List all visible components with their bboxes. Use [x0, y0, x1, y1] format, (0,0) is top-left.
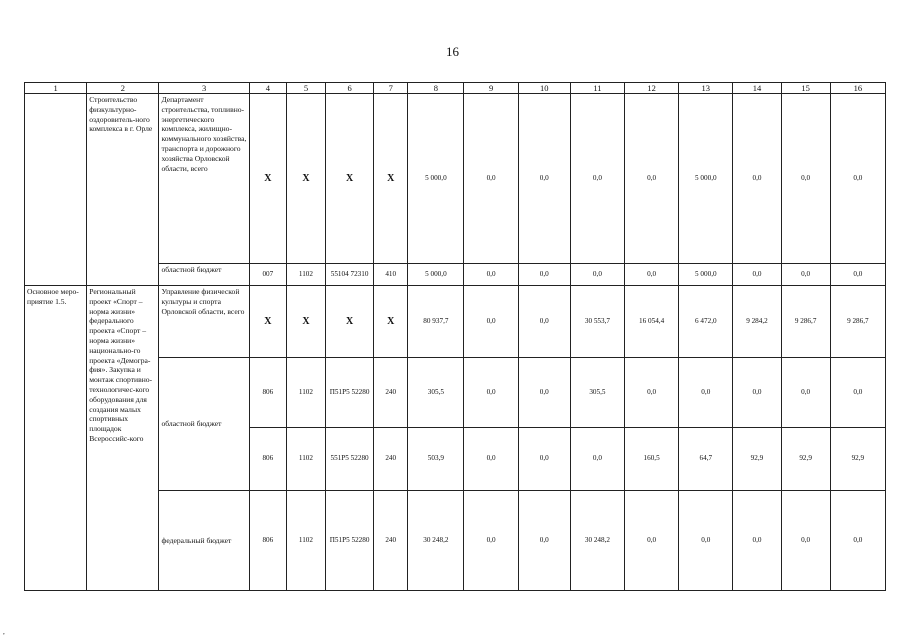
- cell-c11: 30 248,2: [570, 491, 624, 591]
- activity-cell-empty: [25, 94, 87, 286]
- cell-c5: Х: [286, 94, 325, 264]
- col-header: 2: [87, 83, 159, 94]
- cell-c10: 0,0: [518, 286, 570, 358]
- cell-c14: 0,0: [733, 264, 781, 286]
- recipient-cell: федеральный бюджет: [159, 491, 249, 591]
- cell-c16: 9 286,7: [830, 286, 885, 358]
- cell-c15: 0,0: [781, 264, 830, 286]
- cell-c14: 0,0: [733, 491, 781, 591]
- cell-c16: 92,9: [830, 428, 885, 491]
- cell-c11: 30 553,7: [570, 286, 624, 358]
- cell-c4: Х: [249, 286, 286, 358]
- cell-c12: 16 054,4: [625, 286, 679, 358]
- col-header: 3: [159, 83, 249, 94]
- cell-c12: 0,0: [625, 94, 679, 264]
- cell-c12: 160,5: [625, 428, 679, 491]
- cell-c4: 806: [249, 428, 286, 491]
- cell-c10: 0,0: [518, 358, 570, 428]
- cell-c13: 64,7: [679, 428, 733, 491]
- col-header: 7: [374, 83, 408, 94]
- cell-c8: 30 248,2: [408, 491, 464, 591]
- col-header: 10: [518, 83, 570, 94]
- cell-c13: 5 000,0: [679, 264, 733, 286]
- cell-c6: П51Р5 52280: [326, 491, 374, 591]
- cell-c16: 0,0: [830, 491, 885, 591]
- project-name-cell: Строительство физкультурно-оздоровитель-ного комплекса в г. Орле: [87, 94, 159, 286]
- budget-table: [24, 82, 886, 591]
- cell-c12: 0,0: [625, 264, 679, 286]
- cell-c8: 5 000,0: [408, 94, 464, 264]
- cell-c14: 0,0: [733, 94, 781, 264]
- cell-c11: 0,0: [570, 428, 624, 491]
- page-number: 16: [446, 44, 459, 59]
- cell-c6: 551Р5 52280: [326, 428, 374, 491]
- cell-c15: 9 286,7: [781, 286, 830, 358]
- cell-c9: 0,0: [464, 491, 518, 591]
- col-header: 9: [464, 83, 518, 94]
- table-row: [25, 286, 886, 358]
- cell-c7: Х: [374, 94, 408, 264]
- cell-c14: 9 284,2: [733, 286, 781, 358]
- cell-c15: 0,0: [781, 94, 830, 264]
- recipient-cell: Департамент строительства, топливно-энергетического комплекса, жилищно-коммунального хозяйства, транспорта и дорожного хозяйства Орловской области, всего: [159, 94, 249, 264]
- cell-c15: 92,9: [781, 428, 830, 491]
- cell-c16: 0,0: [830, 358, 885, 428]
- recipient-cell: Управление физической культуры и спорта Орловской области, всего: [159, 286, 249, 358]
- col-header: 12: [625, 83, 679, 94]
- cell-c6: Х: [326, 94, 374, 264]
- cell-c11: 305,5: [570, 358, 624, 428]
- recipient-cell: областной бюджет: [159, 358, 249, 491]
- cell-c16: 0,0: [830, 94, 885, 264]
- column-number-row: [25, 83, 886, 94]
- cell-c4: Х: [249, 94, 286, 264]
- cell-c4: 806: [249, 491, 286, 591]
- cell-c5: 1102: [286, 264, 325, 286]
- cell-c9: 0,0: [464, 428, 518, 491]
- cell-c4: 806: [249, 358, 286, 428]
- cell-c4: 007: [249, 264, 286, 286]
- cell-c6: 55104 72310: [326, 264, 374, 286]
- cell-c7: 240: [374, 358, 408, 428]
- cell-c5: Х: [286, 286, 325, 358]
- cell-c14: 0,0: [733, 358, 781, 428]
- cell-c10: 0,0: [518, 94, 570, 264]
- cell-c5: 1102: [286, 491, 325, 591]
- cell-c9: 0,0: [464, 358, 518, 428]
- cell-c10: 0,0: [518, 428, 570, 491]
- cell-c7: 240: [374, 428, 408, 491]
- cell-c12: 0,0: [625, 491, 679, 591]
- cell-c5: 1102: [286, 428, 325, 491]
- col-header: 6: [326, 83, 374, 94]
- col-header: 5: [286, 83, 325, 94]
- cell-c9: 0,0: [464, 286, 518, 358]
- cell-c13: 5 000,0: [679, 94, 733, 264]
- cell-c15: 0,0: [781, 491, 830, 591]
- col-header: 15: [781, 83, 830, 94]
- cell-c8: 305,5: [408, 358, 464, 428]
- col-header: 8: [408, 83, 464, 94]
- table-row: [25, 94, 886, 264]
- cell-c11: 0,0: [570, 94, 624, 264]
- cell-c13: 0,0: [679, 358, 733, 428]
- col-header: 13: [679, 83, 733, 94]
- col-header: 1: [25, 83, 87, 94]
- cell-c11: 0,0: [570, 264, 624, 286]
- cell-c9: 0,0: [464, 264, 518, 286]
- recipient-cell: областной бюджет: [159, 264, 249, 286]
- cell-c10: 0,0: [518, 491, 570, 591]
- cell-c9: 0,0: [464, 94, 518, 264]
- stray-mark: ,: [3, 628, 5, 636]
- cell-c6: Х: [326, 286, 374, 358]
- col-header: 14: [733, 83, 781, 94]
- cell-c7: 410: [374, 264, 408, 286]
- activity-cell: Основное меро-приятие 1.5.: [25, 286, 87, 591]
- cell-c5: 1102: [286, 358, 325, 428]
- col-header: 16: [830, 83, 885, 94]
- col-header: 11: [570, 83, 624, 94]
- cell-c12: 0,0: [625, 358, 679, 428]
- cell-c10: 0,0: [518, 264, 570, 286]
- cell-c13: 6 472,0: [679, 286, 733, 358]
- cell-c16: 0,0: [830, 264, 885, 286]
- cell-c13: 0,0: [679, 491, 733, 591]
- project-name-cell: Региональный проект «Спорт – норма жизни» федерального проекта «Спорт – норма жизни» национально-го проекта «Демогра-фия». Закупка и монтаж спортивно-технологичес-кого оборудования для создания малых спортивных площадок Всероссийс-кого: [87, 286, 159, 591]
- cell-c15: 0,0: [781, 358, 830, 428]
- cell-c7: 240: [374, 491, 408, 591]
- cell-c8: 80 937,7: [408, 286, 464, 358]
- cell-c6: П51Р5 52280: [326, 358, 374, 428]
- cell-c14: 92,9: [733, 428, 781, 491]
- col-header: 4: [249, 83, 286, 94]
- cell-c7: Х: [374, 286, 408, 358]
- cell-c8: 5 000,0: [408, 264, 464, 286]
- cell-c8: 503,9: [408, 428, 464, 491]
